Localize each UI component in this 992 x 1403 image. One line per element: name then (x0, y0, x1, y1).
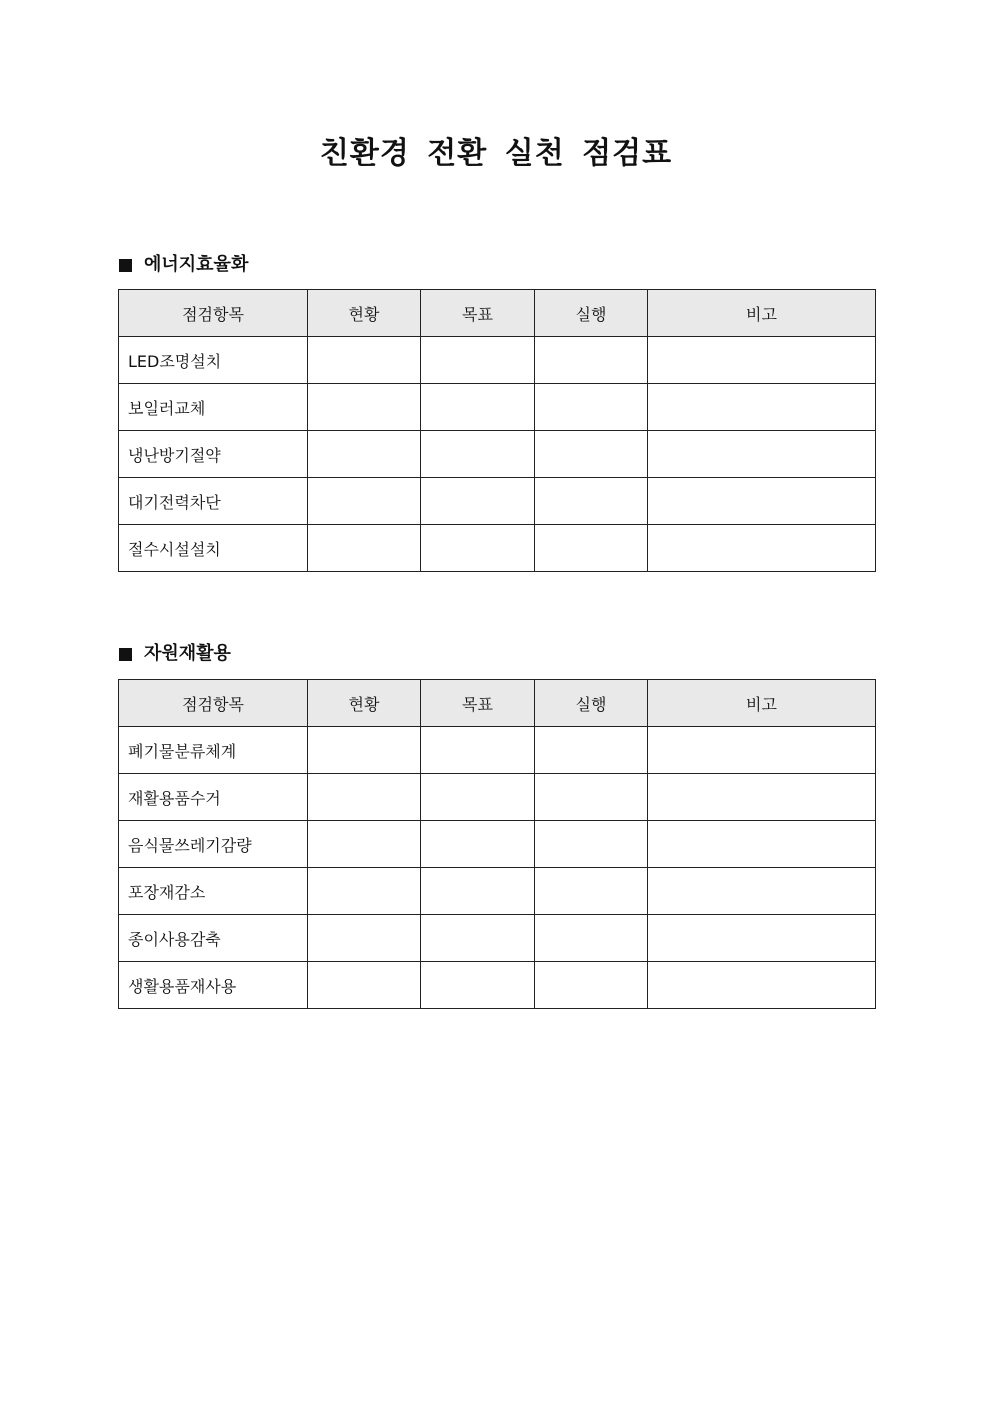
goal-cell[interactable] (421, 337, 535, 384)
table-row (119, 431, 876, 478)
recycling-checklist-table (118, 679, 876, 1009)
status-cell[interactable] (308, 962, 421, 1009)
remarks-cell[interactable] (648, 868, 876, 915)
goal-cell[interactable] (421, 525, 535, 572)
remarks-cell[interactable] (648, 774, 876, 821)
execution-cell[interactable] (535, 915, 648, 962)
item-cell: 냉난방기절약 (119, 431, 308, 478)
remarks-cell[interactable] (648, 821, 876, 868)
section-heading-recycling (119, 642, 231, 666)
column-header-remarks: 비고 (648, 680, 876, 727)
remarks-cell[interactable] (648, 337, 876, 384)
status-cell[interactable] (308, 431, 421, 478)
table-row (119, 962, 876, 1009)
execution-cell[interactable] (535, 868, 648, 915)
execution-cell[interactable] (535, 821, 648, 868)
goal-cell[interactable] (421, 727, 535, 774)
remarks-cell[interactable] (648, 915, 876, 962)
execution-cell[interactable] (535, 384, 648, 431)
item-cell: LED조명설치 (119, 337, 308, 384)
goal-cell[interactable] (421, 431, 535, 478)
execution-cell[interactable] (535, 431, 648, 478)
table-row (119, 868, 876, 915)
goal-cell[interactable] (421, 868, 535, 915)
goal-cell[interactable] (421, 384, 535, 431)
table-row (119, 727, 876, 774)
table-row (119, 337, 876, 384)
goal-cell[interactable] (421, 478, 535, 525)
execution-cell[interactable] (535, 774, 648, 821)
remarks-cell[interactable] (648, 478, 876, 525)
item-cell: 폐기물분류체계 (119, 727, 308, 774)
table-row (119, 821, 876, 868)
remarks-cell[interactable] (648, 962, 876, 1009)
column-header-status: 현황 (308, 680, 421, 727)
square-bullet-icon (119, 648, 132, 661)
status-cell[interactable] (308, 384, 421, 431)
column-header-goal: 목표 (421, 290, 535, 337)
status-cell[interactable] (308, 478, 421, 525)
remarks-cell[interactable] (648, 525, 876, 572)
status-cell[interactable] (308, 821, 421, 868)
section-heading-energy (119, 253, 248, 277)
goal-cell[interactable] (421, 821, 535, 868)
table-header-row (119, 680, 876, 727)
goal-cell[interactable] (421, 774, 535, 821)
column-header-execution: 실행 (535, 290, 648, 337)
item-cell: 대기전력차단 (119, 478, 308, 525)
section-heading-label: 자원재활용 (144, 643, 231, 664)
column-header-remarks: 비고 (648, 290, 876, 337)
status-cell[interactable] (308, 915, 421, 962)
section-heading-label: 에너지효율화 (144, 254, 249, 275)
remarks-cell[interactable] (648, 431, 876, 478)
item-cell: 음식물쓰레기감량 (119, 821, 308, 868)
table-row (119, 384, 876, 431)
item-cell: 재활용품수거 (119, 774, 308, 821)
status-cell[interactable] (308, 337, 421, 384)
status-cell[interactable] (308, 525, 421, 572)
column-header-item: 점검항목 (119, 290, 308, 337)
table-row (119, 478, 876, 525)
table-row (119, 525, 876, 572)
table-row (119, 774, 876, 821)
square-bullet-icon (119, 259, 132, 272)
status-cell[interactable] (308, 727, 421, 774)
remarks-cell[interactable] (648, 727, 876, 774)
page-title: 친환경 전환 실천 점검표 (319, 136, 673, 171)
column-header-status: 현황 (308, 290, 421, 337)
execution-cell[interactable] (535, 962, 648, 1009)
goal-cell[interactable] (421, 962, 535, 1009)
table-header-row (119, 290, 876, 337)
remarks-cell[interactable] (648, 384, 876, 431)
energy-checklist-table (118, 289, 876, 572)
goal-cell[interactable] (421, 915, 535, 962)
column-header-execution: 실행 (535, 680, 648, 727)
table-row (119, 915, 876, 962)
status-cell[interactable] (308, 774, 421, 821)
item-cell: 보일러교체 (119, 384, 308, 431)
item-cell: 절수시설설치 (119, 525, 308, 572)
status-cell[interactable] (308, 868, 421, 915)
item-cell: 포장재감소 (119, 868, 308, 915)
execution-cell[interactable] (535, 478, 648, 525)
execution-cell[interactable] (535, 727, 648, 774)
execution-cell[interactable] (535, 337, 648, 384)
item-cell: 생활용품재사용 (119, 962, 308, 1009)
column-header-goal: 목표 (421, 680, 535, 727)
column-header-item: 점검항목 (119, 680, 308, 727)
item-cell: 종이사용감축 (119, 915, 308, 962)
execution-cell[interactable] (535, 525, 648, 572)
